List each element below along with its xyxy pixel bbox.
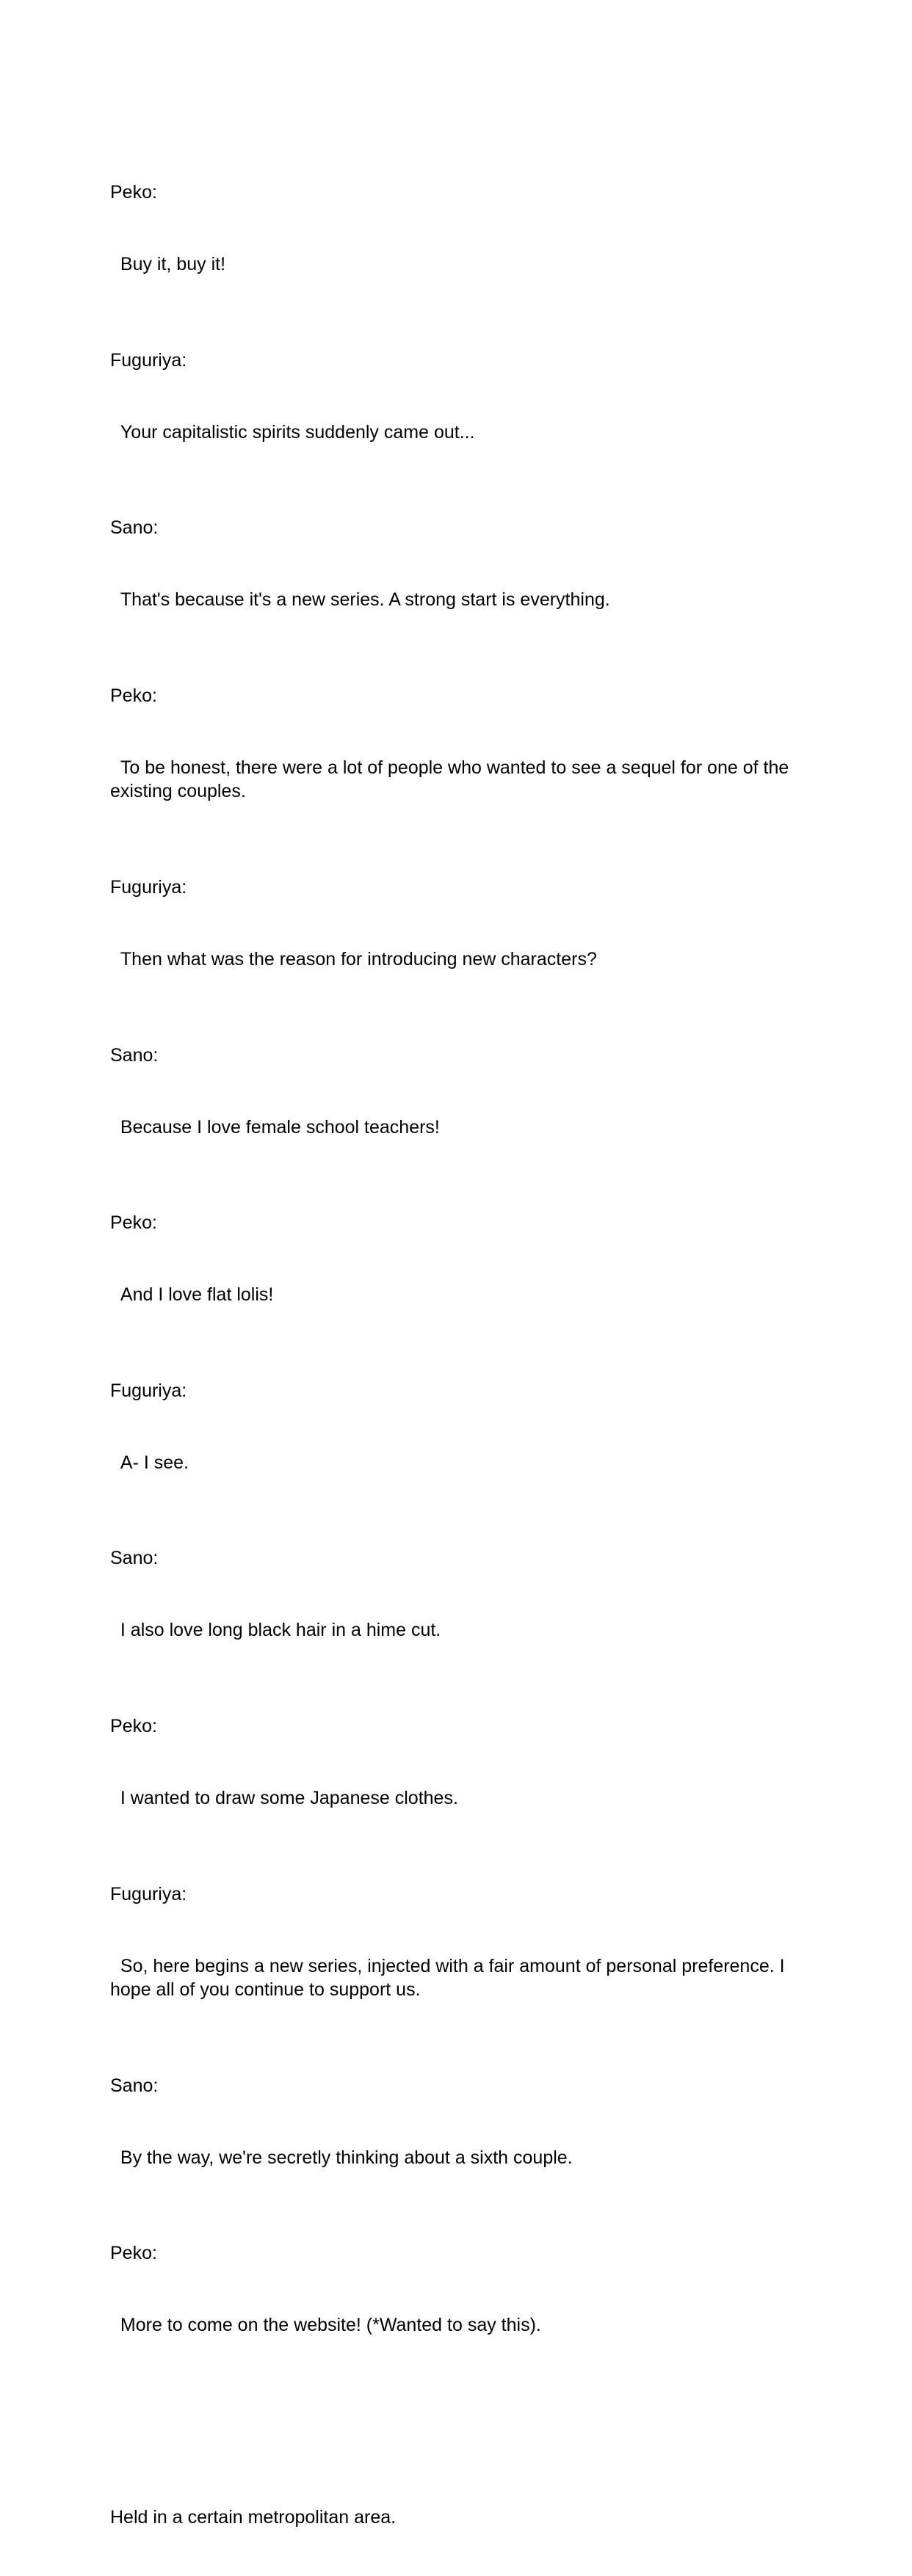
speaker-label: Peko: [110,2243,157,2264]
dialogue-line: That's because it's a new series. A strong start is everything. [110,589,610,611]
dialogue-line: So, here begins a new series, injected with a fair amount of personal preference. I hope all of you continue to support us. [110,1955,790,2001]
dialogue-line: I also love long black hair in a hime cut. [110,1620,441,1641]
speaker-label: Fuguriya: [110,1380,187,1401]
dialogue-line: A- I see. [110,1452,189,1473]
dialogue-line: To be honest, there were a lot of people who wanted to see a sequel for one of the existing couples. [110,757,795,802]
dialogue-line: Because I love female school teachers! [110,1116,440,1138]
dialogue-line: And I love flat lolis! [110,1284,274,1306]
speaker-label: Peko: [110,685,157,706]
dialogue-line: I wanted to draw some Japanese clothes. [110,1787,458,1808]
speaker-label: Sano: [110,1044,159,1066]
dialogue-line: Then what was the reason for introducing new characters? [110,948,597,969]
dialogue-line: By the way, we're secretly thinking about a sixth couple. [110,2147,573,2168]
blank-line [110,2409,802,2434]
dialogue-line: More to come on the website! (*Wanted to say this). [110,2315,541,2336]
dialogue-line: Buy it, buy it! [110,253,226,274]
speaker-label: Fuguriya: [110,1883,187,1904]
speaker-label: Fuguriya: [110,349,187,371]
speaker-label: Sano: [110,2075,159,2096]
dialogue-line: Your capitalistic spirits suddenly came out... [110,421,475,443]
speaker-label: Peko: [110,1212,157,1234]
speaker-label: Peko: [110,181,157,203]
footer-note: Held in a certain metropolitan area. [110,2506,397,2528]
speaker-label: Fuguriya: [110,877,187,898]
speaker-label: Sano: [110,1548,159,1569]
speaker-label: Sano: [110,517,159,539]
dialogue-text-block [110,109,802,2576]
speaker-label: Peko: [110,1715,157,1736]
